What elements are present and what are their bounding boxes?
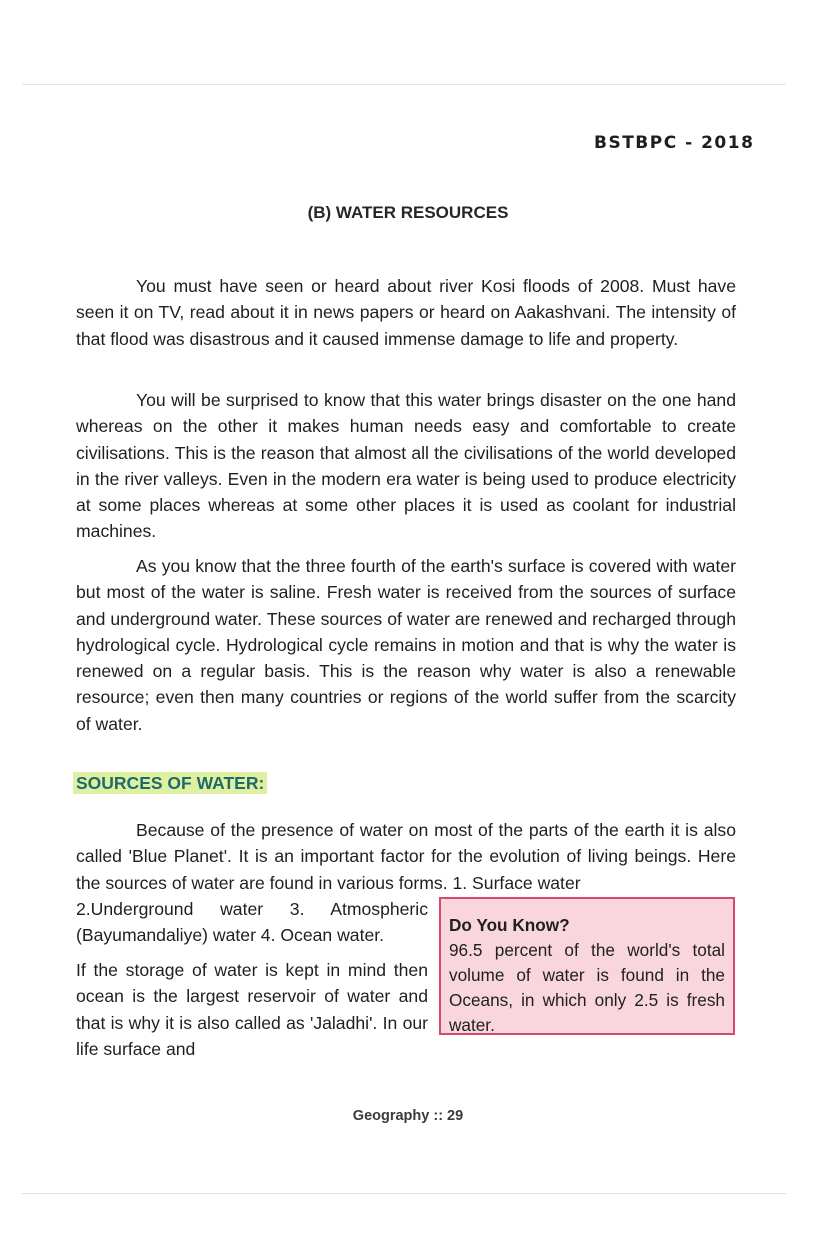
page-header-code: BSTBPC - 2018 (594, 133, 755, 153)
page-footer: Geography :: 29 (352, 1108, 464, 1124)
paragraph-hydrological-cycle (76, 553, 736, 737)
paragraph-text: You must have seen or heard about river Kosi floods of 2008. Must have seen it on TV, read about it in news papers or heard on Aakashvani. The intensity of that flood was disastrous and it caused immense damage to life and property. (76, 276, 736, 349)
page-top-rule (22, 84, 786, 85)
paragraph-kosi-floods (76, 273, 736, 352)
do-you-know-text: 96.5 percent of the world's total volume of water is found in the Oceans, in which only 2.5 is fresh water. (449, 940, 725, 1035)
do-you-know-title: Do You Know? (449, 915, 570, 935)
paragraph-ocean-reservoir (76, 957, 428, 1062)
section-title: (B) WATER RESOURCES (307, 203, 509, 222)
paragraph-civilisations (76, 387, 736, 545)
page-bottom-rule (22, 1193, 786, 1194)
sources-heading (76, 773, 267, 794)
paragraph-text: You will be surprised to know that this water brings disaster on the one hand whereas on the other it makes human needs easy and comfortable to create civilisations. This is the reason that almost all the civilisations of the world developed in the river valleys. Even in the modern era water is being used to produce electricity at some places whereas at some other places it is used as coolant for industrial machines. (76, 390, 736, 542)
paragraph-text: Because of the presence of water on most of the parts of the earth it is also called 'Blue Planet'. It is an important factor for the evolution of living beings. Here the sources of water are found in various forms. 1. Surface water (76, 820, 736, 893)
paragraph-blue-planet (76, 817, 736, 896)
paragraph-water-forms: 2.Underground water 3. Atmospheric (Bayumandaliye) water 4. Ocean water. (76, 899, 428, 946)
do-you-know-box (439, 897, 735, 1035)
paragraph-text: If the storage of water is kept in mind then ocean is the largest reservoir of water and that is why it is also called as 'Jaladhi'. In our life surface and (76, 960, 428, 1059)
paragraph-text: As you know that the three fourth of the earth's surface is covered with water but most of the water is saline. Fresh water is received from the sources of surface and underground water. These sources of water are renewed and recharged through hydrological cycle. Hydrological cycle remains in motion and that is why the water is renewed on a regular basis. This is the reason why water is also a renewable resource; even then many countries or regions of the world suffer from the scarcity of water. (76, 556, 736, 734)
sources-heading-text: SOURCES OF WATER: (73, 772, 267, 794)
